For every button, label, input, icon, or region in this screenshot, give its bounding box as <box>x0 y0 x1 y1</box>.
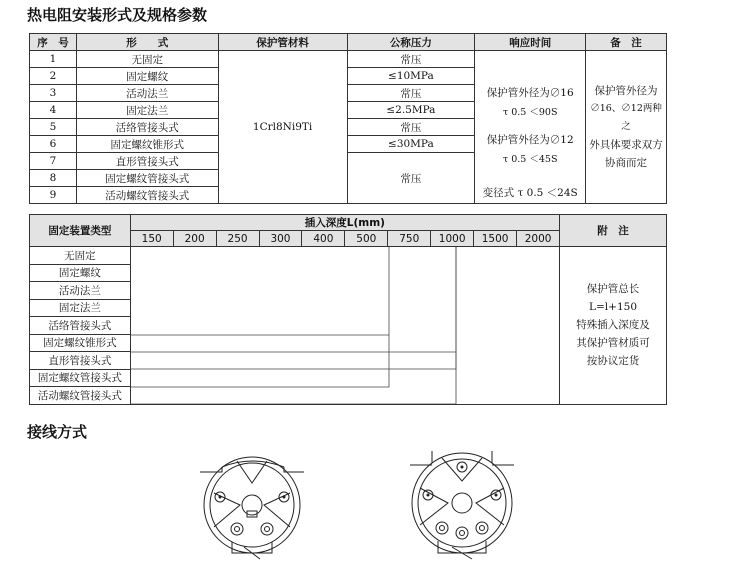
row-no: 6 <box>30 136 77 153</box>
wiring-diagram-three-wire <box>402 443 522 561</box>
row-no: 7 <box>30 153 77 170</box>
depth-300: 300 <box>259 231 302 247</box>
note-cell <box>560 247 667 405</box>
pressure-cell: ≤10MPa <box>347 68 475 85</box>
depth-200: 200 <box>173 231 216 247</box>
response-cell <box>475 51 586 204</box>
note-line: 保护管总长 <box>586 283 640 296</box>
row-form: 活络管接头式 <box>76 119 218 136</box>
depth-matrix <box>130 247 559 405</box>
note-line: L=l+150 <box>589 301 637 314</box>
header-no: 序 号 <box>30 34 77 51</box>
remark-cell <box>586 51 667 204</box>
row-form: 无固定 <box>76 51 218 68</box>
depth-750: 750 <box>388 231 431 247</box>
depth-1000: 1000 <box>431 231 474 247</box>
type-cell: 固定螺纹 <box>30 264 131 282</box>
response-12: 保护管外径为∅12 <box>486 134 574 146</box>
depth-table <box>29 214 667 405</box>
row-no: 4 <box>30 102 77 119</box>
wiring-diagram-two-wire <box>192 447 312 562</box>
depth-400: 400 <box>302 231 345 247</box>
page-title: 热电阻安装形式及规格参数 <box>27 6 208 24</box>
note-line: 按协议定货 <box>586 355 640 368</box>
wiring-title: 接线方式 <box>27 423 88 441</box>
header-note: 附 注 <box>560 215 667 247</box>
depth-500: 500 <box>345 231 388 247</box>
note-line: 特殊插入深度及 <box>576 319 650 332</box>
header-pressure: 公称压力 <box>347 34 475 51</box>
remark-line: 协商而定 <box>605 157 648 169</box>
row-no: 3 <box>30 85 77 102</box>
type-cell: 活动法兰 <box>30 282 131 300</box>
type-cell: 无固定 <box>30 247 131 265</box>
response-variable: 变径式 τ 0.5 ＜24S <box>482 187 578 199</box>
row-form: 固定螺纹锥形式 <box>76 136 218 153</box>
row-form: 活动法兰 <box>76 85 218 102</box>
row-form: 固定螺纹管接头式 <box>76 170 218 187</box>
depth-range-lines <box>131 247 560 404</box>
row-no: 1 <box>30 51 77 68</box>
type-cell: 活动螺纹管接头式 <box>30 387 131 405</box>
response-16: 保护管外径为∅16 <box>486 87 574 99</box>
row-form: 固定法兰 <box>76 102 218 119</box>
row-form: 活动螺纹管接头式 <box>76 187 218 204</box>
pressure-cell: 常压 <box>347 85 475 102</box>
row-form: 直形管接头式 <box>76 153 218 170</box>
pressure-cell: 常压 <box>347 119 475 136</box>
row-no: 8 <box>30 170 77 187</box>
type-cell: 直形管接头式 <box>30 352 131 370</box>
type-cell: 固定螺纹锥形式 <box>30 334 131 352</box>
row-no: 2 <box>30 68 77 85</box>
depth-250: 250 <box>216 231 259 247</box>
row-no: 9 <box>30 187 77 204</box>
depth-150: 150 <box>130 231 173 247</box>
remark-line: 保护管外径为 <box>594 85 658 97</box>
row-no: 5 <box>30 119 77 136</box>
header-form: 形 式 <box>76 34 218 51</box>
response-16-time: τ 0.5 ＜90S <box>502 107 558 118</box>
pressure-cell: ≤2.5MPa <box>347 102 475 119</box>
header-remark: 备 注 <box>586 34 667 51</box>
row-form: 固定螺纹 <box>76 68 218 85</box>
spec-table <box>29 33 667 204</box>
pressure-cell: 常压 <box>347 51 475 68</box>
remark-line: ∅16、∅12两种之 <box>590 103 662 132</box>
material-cell: 1Crl8Ni9Ti <box>218 51 347 204</box>
header-type: 固定装置类型 <box>30 215 131 247</box>
type-cell: 固定法兰 <box>30 299 131 317</box>
depth-2000: 2000 <box>517 231 560 247</box>
type-cell: 活络管接头式 <box>30 317 131 335</box>
pressure-cell: ≤30MPa <box>347 136 475 153</box>
header-depth: 插入深度L(mm) <box>130 215 559 231</box>
depth-1500: 1500 <box>474 231 517 247</box>
response-12-time: τ 0.5 ＜45S <box>502 154 558 165</box>
header-response: 响应时间 <box>475 34 586 51</box>
note-line: 其保护管材质可 <box>576 337 650 350</box>
remark-line: 外具体要求双方 <box>589 139 663 151</box>
header-material: 保护管材料 <box>218 34 347 51</box>
type-cell: 固定螺纹管接头式 <box>30 369 131 387</box>
pressure-cell: 常压 <box>347 153 475 204</box>
